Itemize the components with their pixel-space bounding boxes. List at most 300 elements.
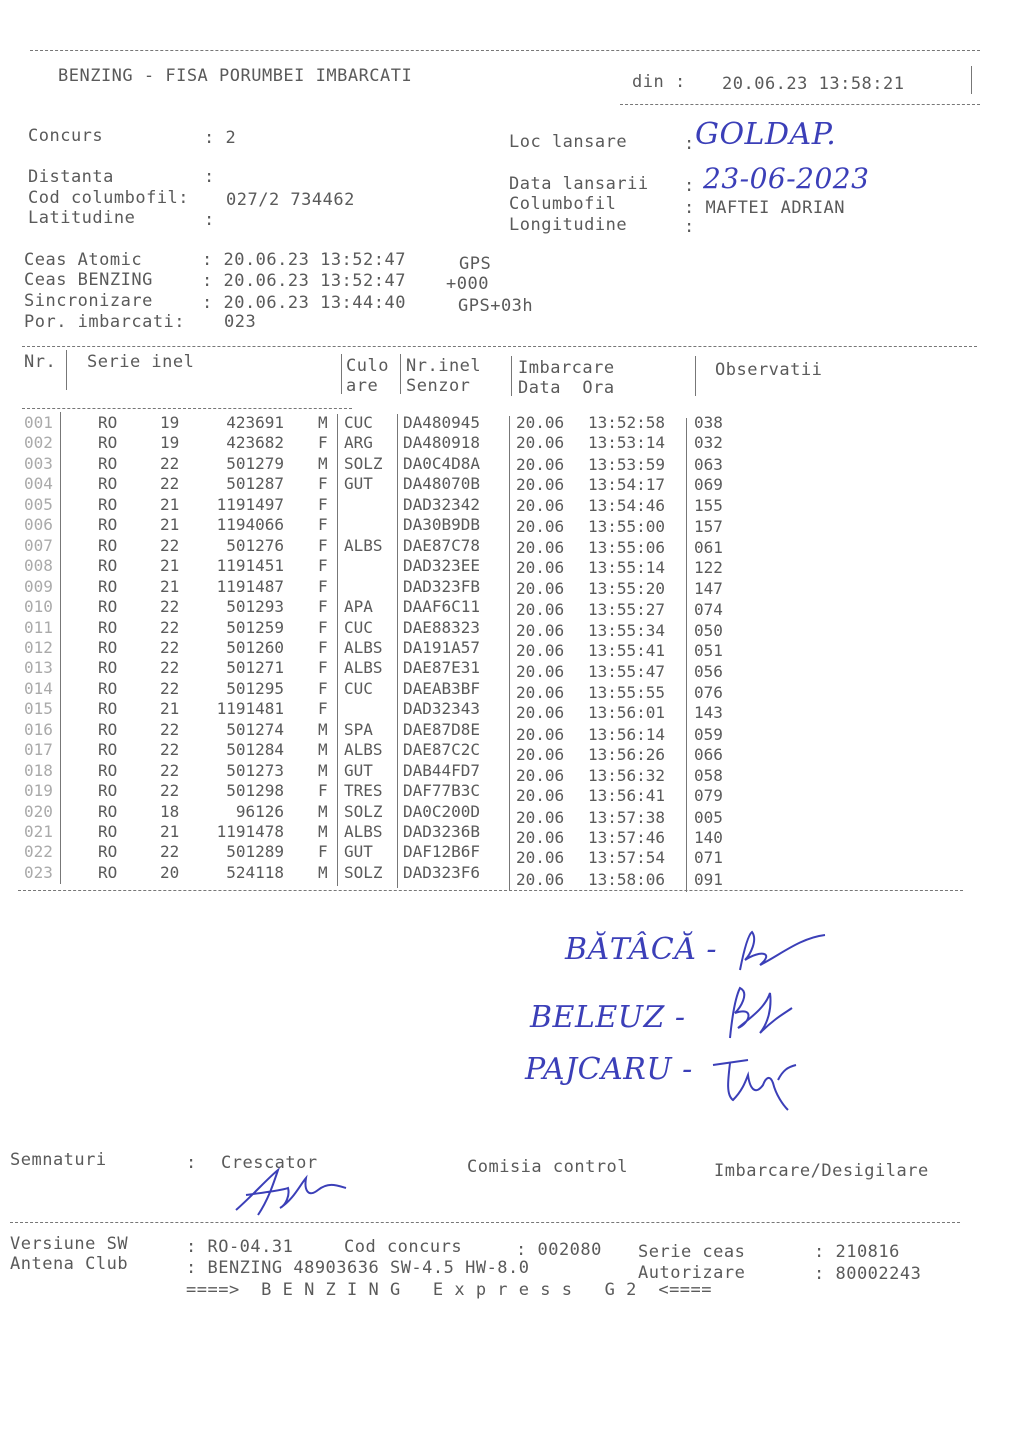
cell-an: 22 xyxy=(160,474,180,494)
semnaturi-label: Semnaturi xyxy=(10,1150,107,1170)
cod-concurs-label: Cod concurs xyxy=(344,1237,463,1257)
table-row xyxy=(0,577,1024,597)
cell-data: 20.06 xyxy=(516,537,565,557)
cod-concurs-value: : 002080 xyxy=(516,1240,602,1260)
cell-ora: 13:57:54 xyxy=(588,848,666,868)
cell-culoare: GUT xyxy=(344,474,373,494)
cell-an: 22 xyxy=(160,597,180,617)
cell-senzor: DAE87D8E xyxy=(403,719,481,739)
table-row xyxy=(0,515,1024,535)
cell-ora: 13:55:47 xyxy=(588,662,666,682)
cell-senzor: DAE88323 xyxy=(403,617,481,637)
cell-nr: 010 xyxy=(24,597,53,617)
cell-senzor: DAAF6C11 xyxy=(403,597,481,617)
sincronizare-value: : 20.06.23 13:44:40 xyxy=(202,293,406,313)
cell-inel: 501289 xyxy=(226,842,284,862)
cell-nr: 012 xyxy=(24,637,53,657)
table-row xyxy=(0,740,1024,765)
cell-data: 20.06 xyxy=(516,517,565,537)
cell-tara: RO xyxy=(98,822,118,841)
table-row xyxy=(0,862,1024,889)
cell-ora: 13:53:14 xyxy=(588,433,666,453)
table-row xyxy=(0,556,1024,576)
cell-senzor: DA480945 xyxy=(403,413,481,432)
table-row xyxy=(0,719,1024,744)
cell-tara: RO xyxy=(98,535,118,555)
cell-an: 22 xyxy=(160,617,180,637)
cell-inel: 423691 xyxy=(226,413,284,432)
cell-inel: 501259 xyxy=(226,617,284,637)
cell-culoare: ALBS xyxy=(344,535,383,555)
cell-nr: 005 xyxy=(24,494,53,514)
cell-observatii: 155 xyxy=(694,495,723,515)
cell-culoare: ARG xyxy=(344,433,373,453)
cell-culoare: SPA xyxy=(344,719,373,739)
cell-data: 20.06 xyxy=(516,495,565,515)
cell-sex: M xyxy=(318,413,328,432)
loc-lansare-label: Loc lansare xyxy=(509,132,628,152)
cell-tara: RO xyxy=(98,781,118,801)
cell-senzor: DAE87E31 xyxy=(403,658,481,678)
concurs-value: : 2 xyxy=(204,128,237,148)
cell-observatii: 071 xyxy=(694,848,723,868)
cell-an: 22 xyxy=(160,842,180,862)
cell-inel: 501279 xyxy=(226,453,284,473)
cell-sex: F xyxy=(318,474,328,494)
cell-culoare: ALBS xyxy=(344,822,383,841)
table-row xyxy=(0,495,1024,515)
loc-lansare-value: GOLDAP. xyxy=(695,117,837,152)
document-title: BENZING - FISA PORUMBEI IMBARCATI xyxy=(58,66,413,86)
cell-ora: 13:58:06 xyxy=(588,869,666,889)
cell-senzor: DAF12B6F xyxy=(403,842,481,862)
cell-sex: M xyxy=(318,862,328,882)
cell-senzor: DAD32343 xyxy=(403,699,481,719)
cell-observatii: 061 xyxy=(694,537,723,557)
cell-ora: 13:56:01 xyxy=(588,703,666,723)
cell-observatii: 051 xyxy=(694,640,723,660)
cell-culoare: GUT xyxy=(344,760,373,780)
cell-nr: 023 xyxy=(24,862,53,882)
cell-senzor: DA480918 xyxy=(403,433,481,453)
distanta-label: Distanta xyxy=(28,167,114,187)
comisia-control-label: Comisia control xyxy=(467,1157,629,1177)
table-row xyxy=(0,454,1024,474)
table-body-divider-senzor xyxy=(397,414,398,888)
cell-nr: 009 xyxy=(24,576,53,596)
cell-nr: 006 xyxy=(24,515,53,535)
table-body-divider-nr xyxy=(60,412,61,884)
cell-nr: 013 xyxy=(24,658,53,678)
cell-ora: 13:54:46 xyxy=(588,495,666,515)
versiune-sw-value: : RO-04.31 xyxy=(186,1237,294,1257)
footer-top-rule xyxy=(10,1222,960,1223)
cell-an: 20 xyxy=(160,862,180,882)
cell-tara: RO xyxy=(98,658,118,678)
cell-nr: 021 xyxy=(24,822,53,841)
cell-nr: 001 xyxy=(24,413,53,432)
cell-tara: RO xyxy=(98,719,118,739)
cell-sex: F xyxy=(318,617,328,637)
cell-culoare: ALBS xyxy=(344,658,383,678)
cell-data: 20.06 xyxy=(516,786,565,806)
col-header-observatii: Observatii xyxy=(715,360,823,380)
cell-inel: 96126 xyxy=(235,801,284,821)
porumbei-imbarcati-value: 023 xyxy=(224,312,257,332)
cell-tara: RO xyxy=(98,801,118,821)
cell-inel: 423682 xyxy=(226,433,284,453)
loc-lansare-colon: : xyxy=(684,134,695,154)
table-bottom-rule xyxy=(18,890,963,891)
cell-data: 20.06 xyxy=(516,703,565,723)
cell-sex: F xyxy=(318,699,328,719)
cell-senzor: DAD323F6 xyxy=(403,862,481,882)
col-header-imbarcare-2: Data Ora xyxy=(518,378,615,398)
cell-observatii: 076 xyxy=(694,682,723,702)
cell-tara: RO xyxy=(98,740,118,760)
distanta-value: : xyxy=(204,167,215,187)
sincronizare-label: Sincronizare xyxy=(24,291,153,311)
cell-inel: 1191451 xyxy=(216,556,284,576)
cell-tara: RO xyxy=(98,699,118,719)
cell-an: 21 xyxy=(160,556,180,576)
col-header-serie: Serie inel xyxy=(87,352,195,372)
cell-sex: M xyxy=(318,801,328,821)
cell-inel: 1194066 xyxy=(216,515,284,535)
signature-crescator xyxy=(228,1160,358,1225)
concurs-label: Concurs xyxy=(28,126,104,146)
cell-inel: 1191487 xyxy=(216,576,284,596)
handwritten-name-3: PAJCARU - xyxy=(525,1052,693,1087)
cell-data: 20.06 xyxy=(516,558,565,578)
cell-senzor: DAB44FD7 xyxy=(403,760,481,780)
table-row xyxy=(0,638,1024,658)
cell-observatii: 122 xyxy=(694,558,723,578)
cell-observatii: 038 xyxy=(694,413,723,432)
ceas-atomic-value: : 20.06.23 13:52:47 xyxy=(202,250,406,270)
cod-columbofil-value: 027/2 734462 xyxy=(226,190,355,210)
cell-observatii: 050 xyxy=(694,620,723,640)
cell-data: 20.06 xyxy=(516,475,565,495)
cell-tara: RO xyxy=(98,637,118,657)
table-body-divider-imbarcare xyxy=(509,416,510,890)
print-date-label: din : xyxy=(632,72,686,92)
table-row xyxy=(0,801,1024,827)
cell-inel: 501287 xyxy=(226,474,284,494)
cell-inel: 501274 xyxy=(226,719,284,739)
cell-sex: M xyxy=(318,453,328,473)
cell-senzor: DA30B9DB xyxy=(403,515,481,535)
cell-sex: F xyxy=(318,576,328,596)
cell-nr: 008 xyxy=(24,556,53,576)
table-row xyxy=(0,699,1024,723)
table-row xyxy=(0,658,1024,682)
cell-culoare: CUC xyxy=(344,678,373,698)
cell-ora: 13:55:41 xyxy=(588,640,666,660)
cell-inel: 501298 xyxy=(226,781,284,801)
antena-club-value: : BENZING 48903636 SW-4.5 HW-8.0 xyxy=(186,1258,530,1278)
cell-ora: 13:57:38 xyxy=(588,807,666,827)
cell-sex: F xyxy=(318,842,328,862)
cell-observatii: 074 xyxy=(694,600,723,620)
cell-tara: RO xyxy=(98,678,118,698)
cell-an: 22 xyxy=(160,781,180,801)
autorizare-value: : 80002243 xyxy=(814,1264,922,1284)
cell-an: 19 xyxy=(160,413,180,432)
cell-sex: F xyxy=(318,556,328,576)
cell-senzor: DAE87C78 xyxy=(403,535,481,555)
cell-culoare: ALBS xyxy=(344,740,383,760)
cell-sex: F xyxy=(318,678,328,698)
cell-nr: 020 xyxy=(24,801,53,821)
cell-tara: RO xyxy=(98,494,118,514)
cell-tara: RO xyxy=(98,862,118,882)
col-header-senzor-1: Nr.inel xyxy=(406,356,482,376)
cell-senzor: DAD323EE xyxy=(403,556,481,576)
cell-observatii: 079 xyxy=(694,786,723,806)
cell-tara: RO xyxy=(98,576,118,596)
cell-nr: 016 xyxy=(24,719,53,739)
cell-an: 21 xyxy=(160,515,180,535)
cell-tara: RO xyxy=(98,842,118,862)
cell-tara: RO xyxy=(98,413,118,432)
cell-sex: F xyxy=(318,535,328,555)
header-bottom-rule xyxy=(620,104,980,105)
latitudine-label: Latitudine xyxy=(28,208,136,228)
cell-inel: 501293 xyxy=(226,597,284,617)
cell-ora: 13:56:41 xyxy=(588,786,666,806)
cell-an: 18 xyxy=(160,801,180,821)
cell-nr: 019 xyxy=(24,781,53,801)
cell-inel: 524118 xyxy=(226,862,284,882)
cell-nr: 017 xyxy=(24,740,53,760)
benzing-brand-line: ====> B E N Z I N G E x p r e s s G 2 <==== xyxy=(186,1280,713,1300)
data-lansarii-label: Data lansarii xyxy=(509,174,649,194)
handwritten-name-1: BĂTÂCĂ - xyxy=(565,932,718,967)
handwritten-name-2: BELEUZ - xyxy=(530,1000,686,1035)
cell-observatii: 147 xyxy=(694,578,723,598)
cell-tara: RO xyxy=(98,556,118,576)
cell-data: 20.06 xyxy=(516,828,565,847)
col-header-imbarcare-1: Imbarcare xyxy=(518,358,615,378)
antena-club-label: Antena Club xyxy=(10,1254,129,1274)
columbofil-label: Columbofil xyxy=(509,194,617,214)
table-body-divider-observatii xyxy=(686,418,687,892)
cell-tara: RO xyxy=(98,597,118,617)
versiune-sw-label: Versiune SW xyxy=(10,1234,129,1254)
col-header-senzor-2: Senzor xyxy=(406,376,471,396)
cell-senzor: DAD3236B xyxy=(403,822,481,841)
cell-data: 20.06 xyxy=(516,869,565,889)
cell-sex: F xyxy=(318,515,328,535)
cell-data: 20.06 xyxy=(516,745,565,765)
cell-data: 20.06 xyxy=(516,433,565,453)
cell-an: 22 xyxy=(160,453,180,473)
cell-an: 22 xyxy=(160,678,180,698)
cell-ora: 13:53:59 xyxy=(588,454,666,474)
cell-senzor: DAE87C2C xyxy=(403,740,481,760)
cell-data: 20.06 xyxy=(516,600,565,620)
table-header-rule xyxy=(22,408,352,409)
cell-an: 22 xyxy=(160,760,180,780)
col-header-culoare-1: Culo xyxy=(346,356,389,376)
cell-data: 20.06 xyxy=(516,724,565,744)
cell-inel: 501284 xyxy=(226,740,284,760)
cell-observatii: 157 xyxy=(694,517,723,537)
col-divider-imbarcare xyxy=(695,356,696,396)
table-row xyxy=(0,678,1024,702)
columbofil-value: : MAFTEI ADRIAN xyxy=(684,198,846,218)
cell-nr: 003 xyxy=(24,453,53,473)
signature-bataca xyxy=(730,920,840,980)
cell-tara: RO xyxy=(98,474,118,494)
table-body-divider-culoare xyxy=(337,414,338,886)
cell-an: 22 xyxy=(160,719,180,739)
table-top-rule xyxy=(22,346,977,347)
cell-nr: 022 xyxy=(24,842,53,862)
cell-data: 20.06 xyxy=(516,620,565,640)
cell-senzor: DAD323FB xyxy=(403,576,481,596)
cell-an: 21 xyxy=(160,822,180,841)
data-lansarii-colon: : xyxy=(684,176,695,196)
col-divider-serie xyxy=(341,354,342,394)
data-lansarii-value: 23-06-2023 xyxy=(703,162,870,195)
cell-observatii: 032 xyxy=(694,433,723,453)
table-row xyxy=(0,536,1024,556)
cell-inel: 501260 xyxy=(226,637,284,657)
signature-pajcaru xyxy=(708,1045,803,1115)
cell-nr: 002 xyxy=(24,433,53,453)
table-row xyxy=(0,433,1024,453)
ceas-benzing-label: Ceas BENZING xyxy=(24,270,153,290)
header-top-rule xyxy=(30,50,980,51)
cell-tara: RO xyxy=(98,433,118,453)
col-header-nr: Nr. xyxy=(24,352,57,372)
cell-ora: 13:54:17 xyxy=(588,475,666,495)
table-row xyxy=(0,822,1024,847)
cell-tara: RO xyxy=(98,453,118,473)
cell-observatii: 066 xyxy=(694,745,723,765)
col-divider-senzor xyxy=(511,356,512,396)
header-right-border xyxy=(971,66,972,94)
cell-ora: 13:56:26 xyxy=(588,745,666,765)
cell-data: 20.06 xyxy=(516,578,565,598)
cell-an: 22 xyxy=(160,637,180,657)
cell-observatii: 005 xyxy=(694,807,723,827)
cell-culoare: CUC xyxy=(344,617,373,637)
table-row xyxy=(0,597,1024,620)
ceas-atomic-note: GPS xyxy=(459,254,492,274)
cell-inel: 501271 xyxy=(226,658,284,678)
cell-inel: 501276 xyxy=(226,535,284,555)
cell-nr: 014 xyxy=(24,678,53,698)
cell-inel: 1191497 xyxy=(216,494,284,514)
cell-ora: 13:55:27 xyxy=(588,600,666,620)
cell-nr: 015 xyxy=(24,699,53,719)
cell-ora: 13:55:55 xyxy=(588,682,666,702)
cell-data: 20.06 xyxy=(516,848,565,868)
cell-ora: 13:57:46 xyxy=(588,828,666,847)
autorizare-label: Autorizare xyxy=(638,1263,746,1283)
cell-observatii: 056 xyxy=(694,662,723,682)
cell-data: 20.06 xyxy=(516,640,565,660)
cell-observatii: 058 xyxy=(694,765,723,785)
cell-culoare: APA xyxy=(344,597,373,617)
cell-sex: M xyxy=(318,760,328,780)
cell-sex: F xyxy=(318,781,328,801)
cell-sex: F xyxy=(318,597,328,617)
cell-culoare: ALBS xyxy=(344,637,383,657)
cell-data: 20.06 xyxy=(516,682,565,702)
cell-an: 22 xyxy=(160,740,180,760)
ceas-benzing-note: +000 xyxy=(446,274,489,294)
print-date-value: 20.06.23 13:58:21 xyxy=(722,74,905,94)
cell-sex: F xyxy=(318,494,328,514)
cell-sex: F xyxy=(318,637,328,657)
cell-senzor: DAD32342 xyxy=(403,494,481,514)
serie-ceas-value: : 210816 xyxy=(814,1242,900,1262)
cell-an: 19 xyxy=(160,433,180,453)
cell-culoare: GUT xyxy=(344,842,373,862)
cell-tara: RO xyxy=(98,515,118,535)
cell-observatii: 091 xyxy=(694,869,723,889)
cell-data: 20.06 xyxy=(516,662,565,682)
col-divider-nr xyxy=(66,350,67,390)
cell-data: 20.06 xyxy=(516,454,565,474)
table-row xyxy=(0,781,1024,806)
cell-ora: 13:56:32 xyxy=(588,765,666,785)
cell-inel: 501295 xyxy=(226,678,284,698)
cell-senzor: DAEAB3BF xyxy=(403,678,481,698)
cell-ora: 13:55:14 xyxy=(588,558,666,578)
serie-ceas-label: Serie ceas xyxy=(638,1242,746,1262)
table-row xyxy=(0,413,1024,433)
cell-an: 21 xyxy=(160,699,180,719)
porumbei-imbarcati-label: Por. imbarcati: xyxy=(24,312,186,332)
cell-an: 22 xyxy=(160,658,180,678)
cell-data: 20.06 xyxy=(516,807,565,827)
crescator-label: Crescator xyxy=(221,1153,318,1173)
cell-ora: 13:55:20 xyxy=(588,578,666,598)
cod-columbofil-label: Cod columbofil: xyxy=(28,188,190,208)
semnaturi-colon: : xyxy=(186,1153,197,1173)
longitudine-value: : xyxy=(684,217,695,237)
cell-nr: 018 xyxy=(24,760,53,780)
cell-an: 22 xyxy=(160,535,180,555)
table-row xyxy=(0,842,1024,868)
cell-senzor: DA48070B xyxy=(403,474,481,494)
cell-inel: 501273 xyxy=(226,760,284,780)
table-row xyxy=(0,618,1024,638)
longitudine-label: Longitudine xyxy=(509,215,628,235)
cell-tara: RO xyxy=(98,760,118,780)
imbarcare-desigilare-label: Imbarcare/Desigilare xyxy=(714,1161,929,1181)
cell-sex: M xyxy=(318,822,328,841)
cell-culoare: CUC xyxy=(344,413,373,432)
cell-observatii: 063 xyxy=(694,454,723,474)
cell-ora: 13:55:34 xyxy=(588,620,666,640)
cell-nr: 007 xyxy=(24,535,53,555)
cell-observatii: 143 xyxy=(694,703,723,723)
cell-ora: 13:56:14 xyxy=(588,724,666,744)
cell-senzor: DA0C4D8A xyxy=(403,453,481,473)
cell-senzor: DA191A57 xyxy=(403,637,481,657)
cell-nr: 004 xyxy=(24,474,53,494)
cell-ora: 13:55:00 xyxy=(588,517,666,537)
cell-inel: 1191478 xyxy=(216,822,284,841)
cell-an: 21 xyxy=(160,494,180,514)
sincronizare-note: GPS+03h xyxy=(458,296,534,316)
